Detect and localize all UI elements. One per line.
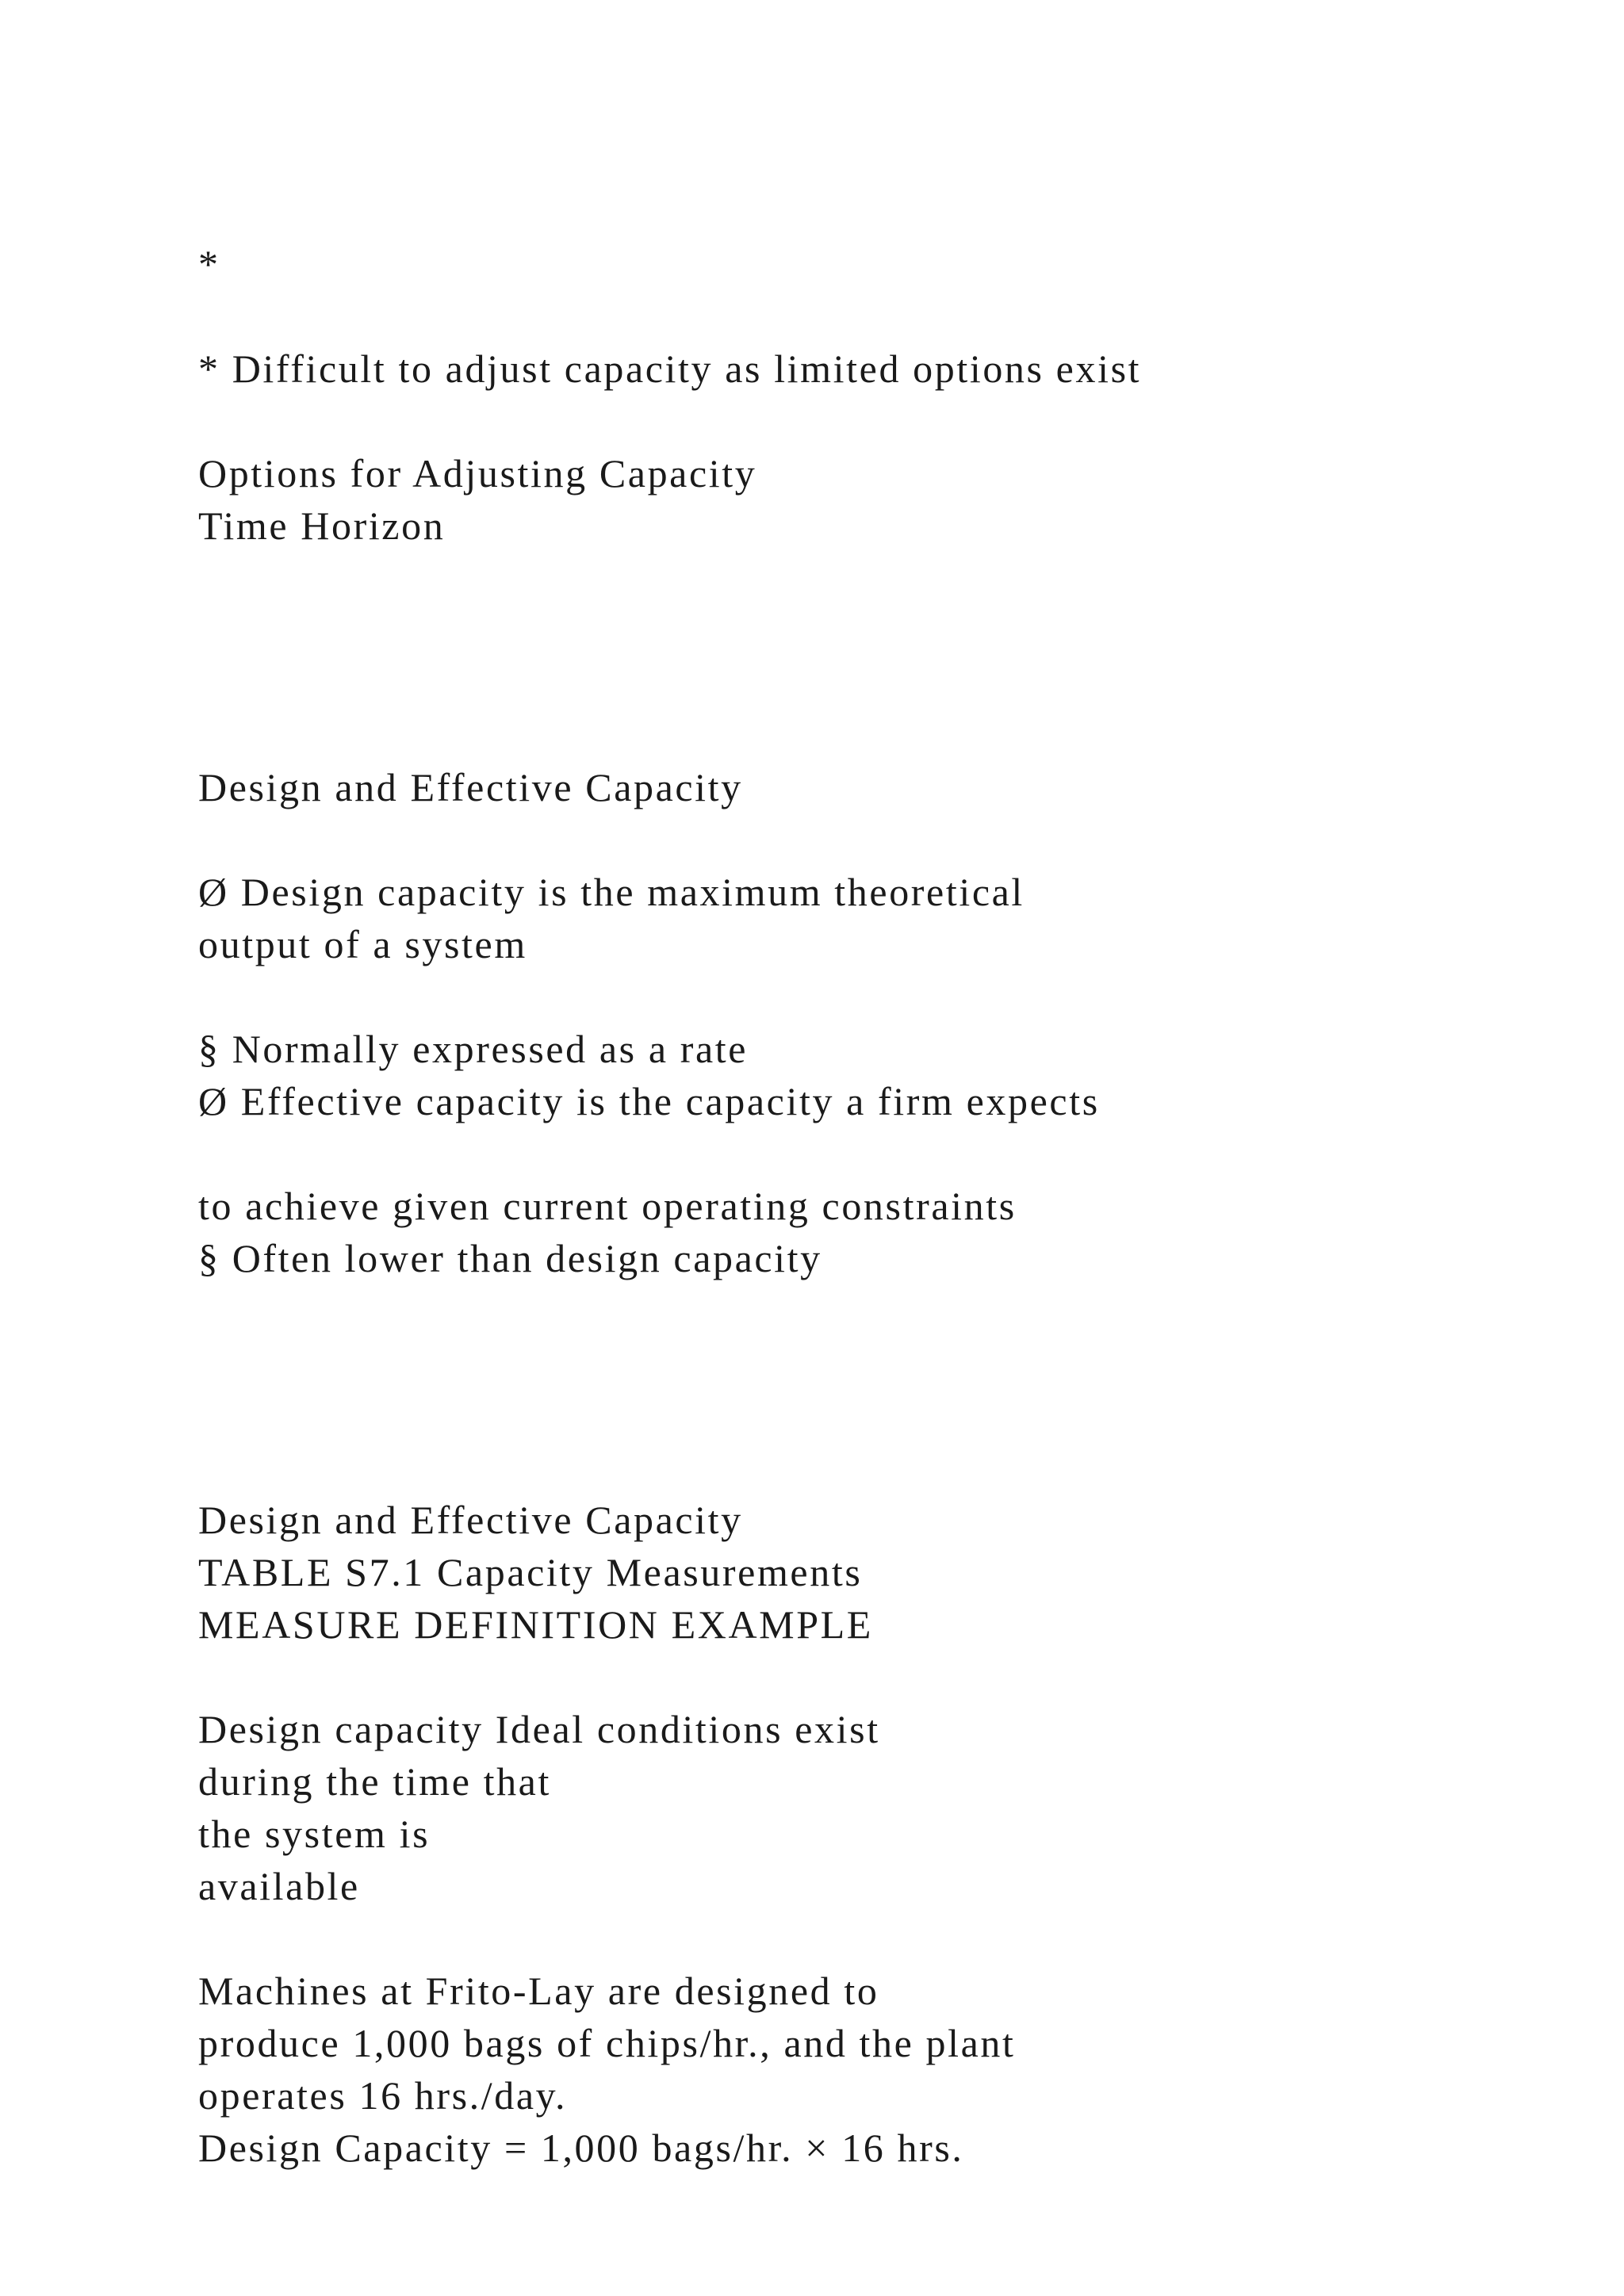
sub-bullet-line: § Often lower than design capacity bbox=[198, 1236, 822, 1280]
bullet-line: Ø Effective capacity is the capacity a firm expects bbox=[198, 1079, 1100, 1123]
blank-line bbox=[198, 656, 1546, 709]
blank-line bbox=[198, 709, 1546, 761]
text-line: during the time that bbox=[198, 1759, 551, 1804]
table-header: MEASURE DEFINITION EXAMPLE bbox=[198, 1602, 873, 1647]
blank-line bbox=[198, 552, 1546, 604]
blank-line bbox=[198, 290, 1546, 342]
blank-line bbox=[198, 1912, 1546, 1965]
blank-line bbox=[198, 1127, 1546, 1180]
blank-line bbox=[198, 1389, 1546, 1441]
section-heading: Options for Adjusting Capacity bbox=[198, 451, 757, 496]
blank-line bbox=[198, 970, 1546, 1023]
text-line: * Difficult to adjust capacity as limited options exist bbox=[198, 346, 1142, 391]
section-heading: Design and Effective Capacity bbox=[198, 765, 743, 809]
text-line: operates 16 hrs./day. bbox=[198, 2073, 568, 2118]
blank-line bbox=[198, 1284, 1546, 1337]
text-line: the system is bbox=[198, 1812, 431, 1856]
section-heading: Design and Effective Capacity bbox=[198, 1498, 743, 1542]
text-line: to achieve given current operating constraints bbox=[198, 1184, 1017, 1228]
bullet-line: Ø Design capacity is the maximum theoretical bbox=[198, 870, 1025, 914]
text-line: * bbox=[198, 242, 220, 286]
blank-line bbox=[198, 604, 1546, 656]
blank-line bbox=[198, 813, 1546, 866]
text-line: Time Horizon bbox=[198, 503, 446, 548]
sub-bullet-line: § Normally expressed as a rate bbox=[198, 1027, 749, 1071]
text-line: Design Capacity = 1,000 bags/hr. × 16 hrs. bbox=[198, 2126, 964, 2170]
text-line: Machines at Frito-Lay are designed to bbox=[198, 1969, 879, 2013]
text-line: produce 1,000 bags of chips/hr., and the plant bbox=[198, 2021, 1016, 2065]
blank-line bbox=[198, 1651, 1546, 1703]
blank-line bbox=[198, 1441, 1546, 1494]
text-line: output of a system bbox=[198, 922, 527, 966]
text-line: Design capacity Ideal conditions exist bbox=[198, 1707, 880, 1751]
document-text bbox=[198, 238, 1546, 2174]
blank-line bbox=[198, 1337, 1546, 1389]
text-line: available bbox=[198, 1864, 360, 1908]
table-caption: TABLE S7.1 Capacity Measurements bbox=[198, 1550, 863, 1594]
blank-line bbox=[198, 395, 1546, 447]
